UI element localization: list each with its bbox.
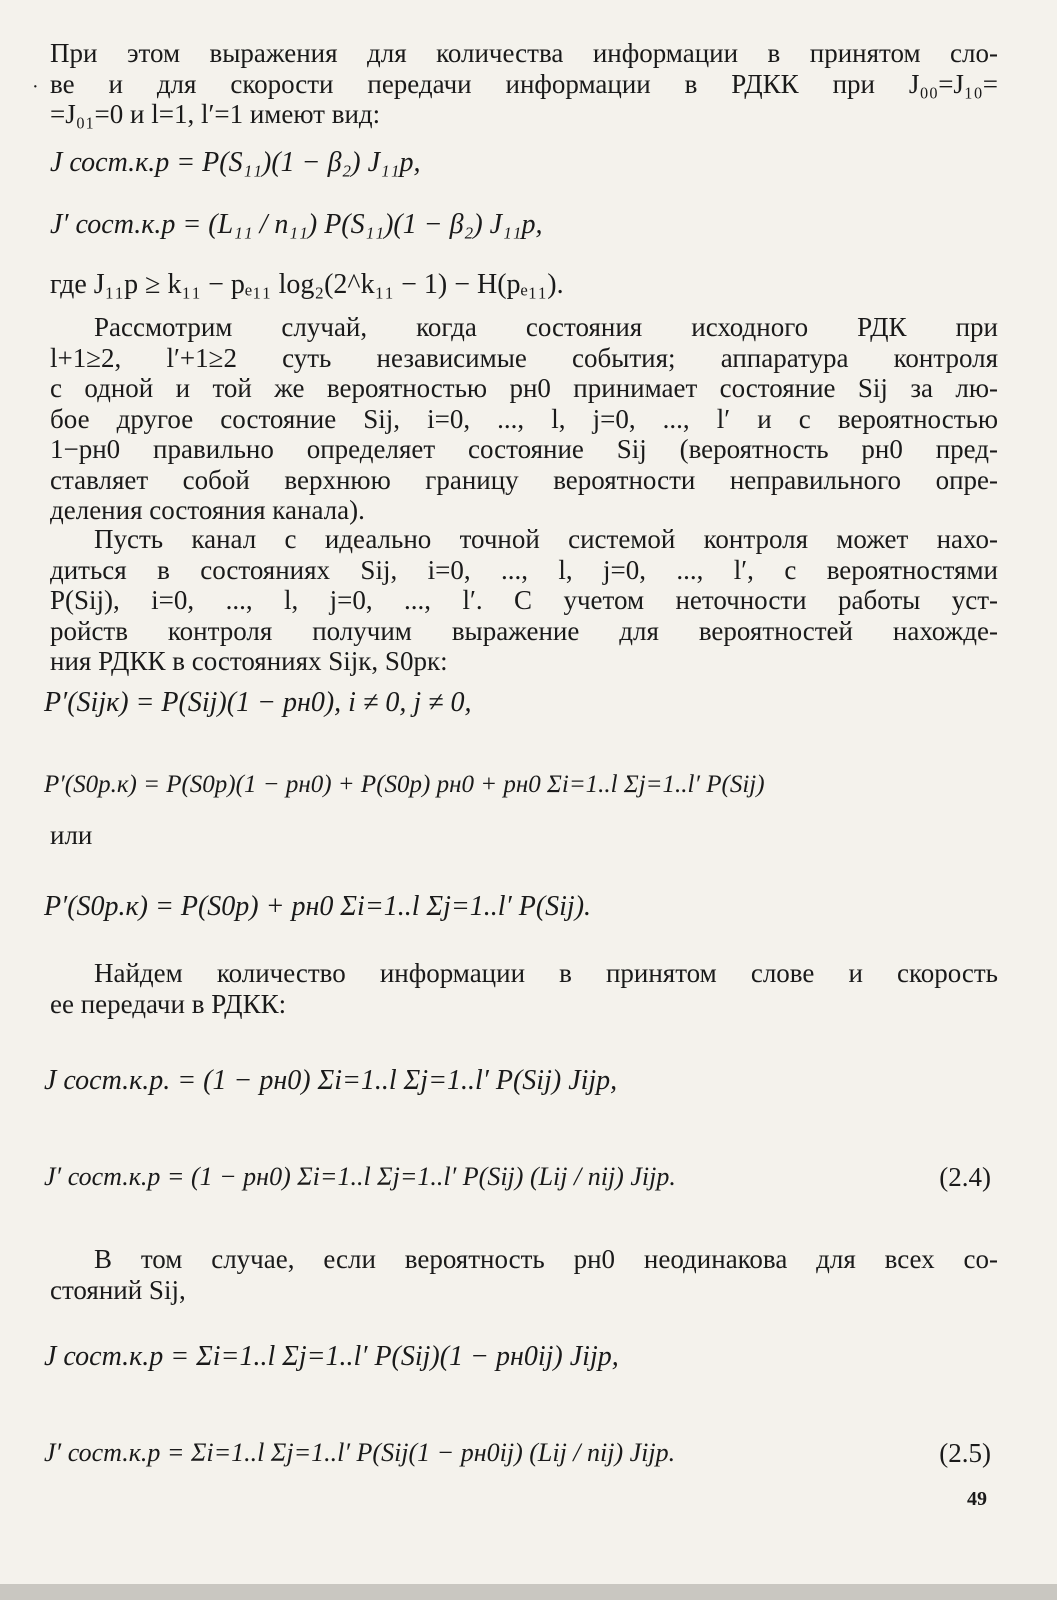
text-line: l+1≥2, l′+1≥2 суть независимые события; аппаратура контроля	[50, 342, 998, 373]
text-line: ния РДКК в состояниях Sijк, S0рк:	[50, 646, 448, 676]
equation-9: J сост.к.р = Σi=1..l Σj=1..l′ P(Sij)(1 − pн0ij) Jijр,	[44, 1341, 619, 1372]
paragraph-find	[50, 958, 998, 1019]
text-line: P(Sij), i=0, ..., l, j=0, ..., l′. С учетом неточности работы уст-	[50, 585, 998, 615]
paragraph-intro	[50, 38, 998, 130]
text-line: ройств контроля получим выражение для вероятностей нахожде-	[50, 615, 998, 646]
equation-8: J′ сост.к.р = (1 − pн0) Σi=1..l Σj=1..l′ P(Sij) (Lij / nij) Jijр.	[44, 1162, 676, 1191]
equation-6: P′(S0р.к) = P(S0р) + pн0 Σi=1..l Σj=1..l′ P(Sij).	[44, 891, 592, 922]
equation-5: P′(S0р.к) = P(S0р)(1 − pн0) + P(S0р) pн0 + pн0 Σi=1..l Σj=1..l′ P(Sij)	[44, 771, 765, 798]
connective-or: или	[50, 820, 93, 850]
equation-1: J сост.к.р = P(S₁₁)(1 − β₂) J₁₁р,	[50, 147, 421, 178]
text-line: Рассмотрим случай, когда состояния исходного РДК при	[94, 312, 998, 342]
equation-7: J сост.к.р. = (1 − pн0) Σi=1..l Σj=1..l′ P(Sij) Jijр,	[44, 1065, 618, 1096]
scan-edge	[0, 1584, 1057, 1600]
text-line: стояний Sij,	[50, 1274, 186, 1305]
text-line: бое другое состояние Sij, i=0, ..., l, j=0, ..., l′ и с вероятностью	[50, 403, 998, 434]
page-number: 49	[967, 1488, 987, 1510]
text-line: ве и для скорости передачи информации в РДКК при J₀₀=J₁₀=	[50, 68, 998, 99]
paragraph-channel	[50, 524, 998, 677]
text-line: диться в состояниях Sij, i=0, ..., l, j=0, ..., l′, с вероятностями	[50, 554, 998, 585]
text-line: =J₀₁=0 и l=1, l′=1 имеют вид:	[50, 99, 381, 129]
paragraph-case	[50, 312, 998, 526]
text-line: При этом выражения для количества информации в принятом сло-	[50, 38, 998, 68]
equation-number-2-5: (2.5)	[939, 1438, 991, 1468]
text-line: Пусть канал с идеально точной системой контроля может нахо-	[94, 524, 998, 554]
equation-10: J′ сост.к.р = Σi=1..l Σj=1..l′ P(Sij(1 − pн0ij) (Lij / nij) Jijр.	[44, 1438, 676, 1467]
text-line: ставляет собой верхнюю границу вероятности неправильного опре-	[50, 464, 998, 495]
text-line: В том случае, если вероятность pн0 неодинакова для всех со-	[94, 1244, 998, 1274]
equation-2: J′ сост.к.р = (L₁₁ / n₁₁) P(S₁₁)(1 − β₂) J₁₁р,	[50, 209, 543, 240]
equation-number-2-4: (2.4)	[939, 1162, 991, 1192]
text-line: Найдем количество информации в принятом слове и скорость	[94, 958, 998, 988]
text-line: ее передачи в РДКК:	[50, 988, 287, 1019]
equation-4: P′(Sijк) = P(Sij)(1 − pн0), i ≠ 0, j ≠ 0,	[44, 687, 472, 718]
text-line: 1−pн0 правильно определяет состояние Sij (вероятность pн0 пред-	[50, 434, 998, 464]
text-line: с одной и той же вероятностью pн0 принимает состояние Sij за лю-	[50, 373, 998, 403]
paragraph-unequal	[50, 1244, 998, 1305]
text-line: деления состояния канала).	[50, 495, 365, 525]
margin-mark: ·	[32, 76, 39, 98]
equation-3: где J₁₁р ≥ k₁₁ − pₑ₁₁ log₂(2^k₁₁ − 1) − H(pₑ₁₁).	[50, 269, 564, 300]
